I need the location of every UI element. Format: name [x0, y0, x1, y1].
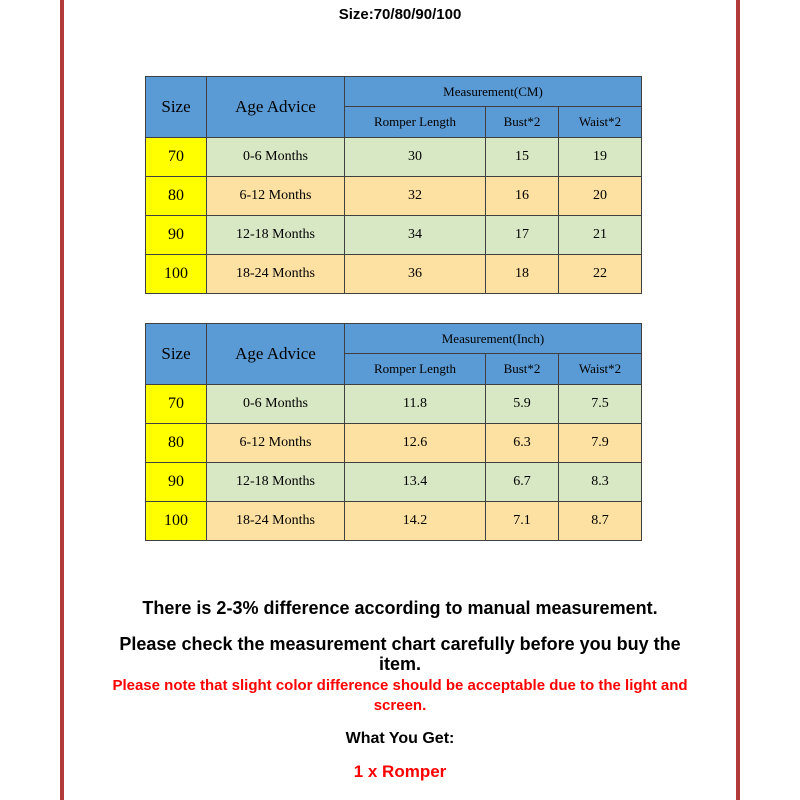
table-row	[146, 216, 642, 255]
age-cell: 18-24 Months	[207, 502, 345, 541]
package-contents: 1 x Romper	[353, 762, 447, 781]
waist-cell: 8.7	[559, 502, 642, 541]
what-you-get-heading: What You Get:	[345, 730, 455, 747]
age-cell: 0-6 Months	[207, 385, 345, 424]
table-row	[146, 177, 642, 216]
table-row	[146, 138, 642, 177]
age-cell: 0-6 Months	[207, 138, 345, 177]
waist-cell: 7.5	[559, 385, 642, 424]
size-cell: 70	[146, 385, 207, 424]
length-cell: 12.6	[345, 424, 486, 463]
size-column-header: Size	[146, 324, 207, 385]
measurement-group-header: Measurement(CM)	[345, 77, 642, 107]
length-cell: 32	[345, 177, 486, 216]
bust-cell: 5.9	[486, 385, 559, 424]
check-chart-note: Please check the measurement chart carefully before you buy the item.	[119, 634, 681, 674]
bust-cell: 6.7	[486, 463, 559, 502]
measurement-table-cm	[145, 76, 642, 294]
size-cell: 100	[146, 255, 207, 294]
waist-header: Waist*2	[559, 354, 642, 385]
size-cell: 90	[146, 463, 207, 502]
waist-cell: 22	[559, 255, 642, 294]
color-difference-note: Please note that slight color difference should be acceptable due to the light and screen.	[112, 677, 688, 714]
age-cell: 12-18 Months	[207, 216, 345, 255]
table-row	[146, 255, 642, 294]
bust-cell: 6.3	[486, 424, 559, 463]
size-column-header: Size	[146, 77, 207, 138]
table-row	[146, 385, 642, 424]
size-cell: 90	[146, 216, 207, 255]
bust-header: Bust*2	[486, 107, 559, 138]
size-cell: 100	[146, 502, 207, 541]
waist-header: Waist*2	[559, 107, 642, 138]
bust-cell: 16	[486, 177, 559, 216]
bust-header: Bust*2	[486, 354, 559, 385]
age-column-header: Age Advice	[207, 77, 345, 138]
romper-length-header: Romper Length	[345, 354, 486, 385]
waist-cell: 8.3	[559, 463, 642, 502]
age-cell: 6-12 Months	[207, 177, 345, 216]
length-cell: 34	[345, 216, 486, 255]
length-cell: 14.2	[345, 502, 486, 541]
waist-cell: 21	[559, 216, 642, 255]
length-cell: 11.8	[345, 385, 486, 424]
romper-length-header: Romper Length	[345, 107, 486, 138]
age-column-header: Age Advice	[207, 324, 345, 385]
size-cell: 80	[146, 424, 207, 463]
bust-cell: 7.1	[486, 502, 559, 541]
age-cell: 6-12 Months	[207, 424, 345, 463]
table-row	[146, 463, 642, 502]
age-cell: 12-18 Months	[207, 463, 345, 502]
size-options-heading: Size:70/80/90/100	[338, 6, 462, 23]
measurement-difference-note: There is 2-3% difference according to manual measurement.	[142, 598, 658, 618]
left-border-line	[60, 0, 64, 800]
bust-cell: 15	[486, 138, 559, 177]
measurement-group-header: Measurement(Inch)	[345, 324, 642, 354]
bust-cell: 18	[486, 255, 559, 294]
size-cell: 80	[146, 177, 207, 216]
waist-cell: 7.9	[559, 424, 642, 463]
age-cell: 18-24 Months	[207, 255, 345, 294]
measurement-table-inch	[145, 323, 642, 541]
waist-cell: 19	[559, 138, 642, 177]
length-cell: 36	[345, 255, 486, 294]
waist-cell: 20	[559, 177, 642, 216]
table-row	[146, 502, 642, 541]
table-row	[146, 424, 642, 463]
bust-cell: 17	[486, 216, 559, 255]
length-cell: 30	[345, 138, 486, 177]
size-cell: 70	[146, 138, 207, 177]
right-border-line	[736, 0, 740, 800]
length-cell: 13.4	[345, 463, 486, 502]
